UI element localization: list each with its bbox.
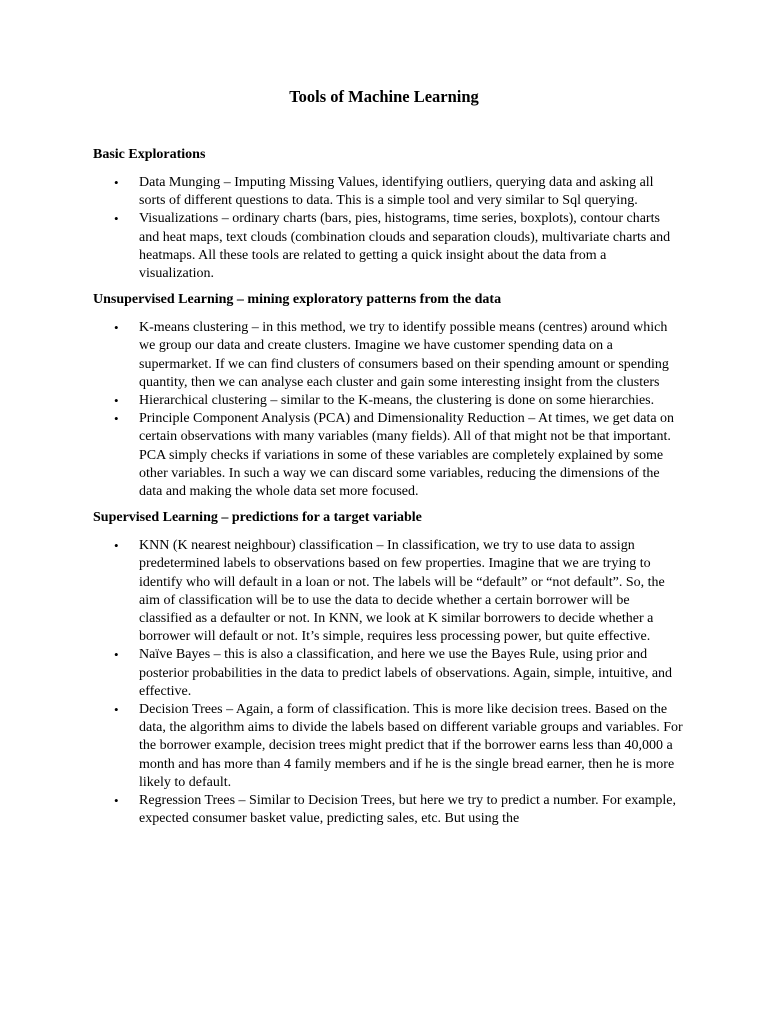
document-body bbox=[93, 146, 683, 837]
list-item-text: Regression Trees – Similar to Decision Trees, but here we try to predict a number. For example, expected consumer basket value, predicting sales, etc. But using the bbox=[139, 793, 676, 827]
section-heading: Basic Explorations bbox=[93, 147, 206, 162]
bullet-icon: • bbox=[114, 793, 119, 809]
bullet-icon: • bbox=[114, 211, 119, 227]
list-item bbox=[93, 792, 683, 828]
list-item bbox=[93, 410, 683, 501]
list-item bbox=[93, 701, 683, 792]
list-item bbox=[93, 210, 683, 283]
list-item-text: K-means clustering – in this method, we try to identify possible means (centres) around which we group our data and create clusters. Imagine we have customer spending data on a supermarket. If we can find clusters of consumers based on their spending amount or spending quantity, then we can analyse each cluster and gain some interesting insight from the clusters bbox=[139, 320, 669, 390]
list-item bbox=[93, 174, 683, 210]
bullet-icon: • bbox=[114, 175, 119, 190]
bullet-icon: • bbox=[114, 647, 119, 663]
document-title: Tools of Machine Learning bbox=[289, 87, 479, 106]
bullet-list bbox=[93, 319, 683, 501]
list-item bbox=[93, 319, 683, 392]
list-item bbox=[93, 646, 683, 701]
list-item bbox=[93, 537, 683, 646]
list-item-text: Principle Component Analysis (PCA) and Dimensionality Reduction – At times, we get data on certain observations with many variables (many fields). All of that might not be that important. PCA simply checks if variations in some of these variables are completely explained by some other variables. In such a way we can discard some variables, reducing the dimensions of the data and making the whole data set more focused. bbox=[139, 411, 675, 500]
bullet-icon: • bbox=[114, 320, 119, 336]
list-item bbox=[93, 392, 683, 410]
list-item-text: Naïve Bayes – this is also a classification, and here we use the Bayes Rule, using prior and posterior probabilities in the data to predict labels of observations. Again, simple, intuitive, and effective. bbox=[139, 647, 673, 699]
bullet-list bbox=[93, 174, 683, 283]
list-item-text: Data Munging – Imputing Missing Values, identifying outliers, querying data and asking all sorts of different questions to data. This is a simple tool and very similar to Sql querying. bbox=[139, 175, 654, 209]
bullet-list bbox=[93, 537, 683, 828]
section-unsupervised-learning bbox=[93, 291, 683, 501]
bullet-icon: • bbox=[114, 411, 119, 427]
section-heading: Unsupervised Learning – mining exploratory patterns from the data bbox=[93, 292, 502, 308]
list-item-text: Visualizations – ordinary charts (bars, pies, histograms, time series, boxplots), contour charts and heat maps, text clouds (combination clouds and separation clouds), multivariate charts and heatmaps. All these tools are related to getting a quick insight about the data from a visualization. bbox=[139, 211, 671, 282]
section-heading: Supervised Learning – predictions for a target variable bbox=[93, 510, 422, 526]
list-item-text: Decision Trees – Again, a form of classification. This is more like decision trees. Based on the data, the algorithm aims to divide the labels based on different variable groups and variables. For the borrower example, decision trees might predict that if the borrower earns less than 40,000 a month and has more than 4 family members and if he is the single bread earner, then he is more likely to default. bbox=[139, 702, 683, 790]
list-item-text: KNN (K nearest neighbour) classification – In classification, we try to use data to assign predetermined labels to observations based on few properties. Imagine that we are trying to identify who will default in a loan or not. The labels will be “default” or “not default”. So, the aim of classification will be to use the data to decide whether a certain borrower will be classified as a defaulter or not. In KNN, we look at K similar borrowers to decide whether a borrower will default or not. It’s simple, requires less processing power, but quite effective. bbox=[139, 538, 665, 645]
section-basic-explorations bbox=[93, 146, 683, 283]
bullet-icon: • bbox=[114, 393, 119, 409]
section-supervised-learning bbox=[93, 509, 683, 828]
bullet-icon: • bbox=[114, 538, 119, 554]
list-item-text: Hierarchical clustering – similar to the K-means, the clustering is done on some hierarchies. bbox=[139, 393, 655, 409]
bullet-icon: • bbox=[114, 702, 119, 718]
